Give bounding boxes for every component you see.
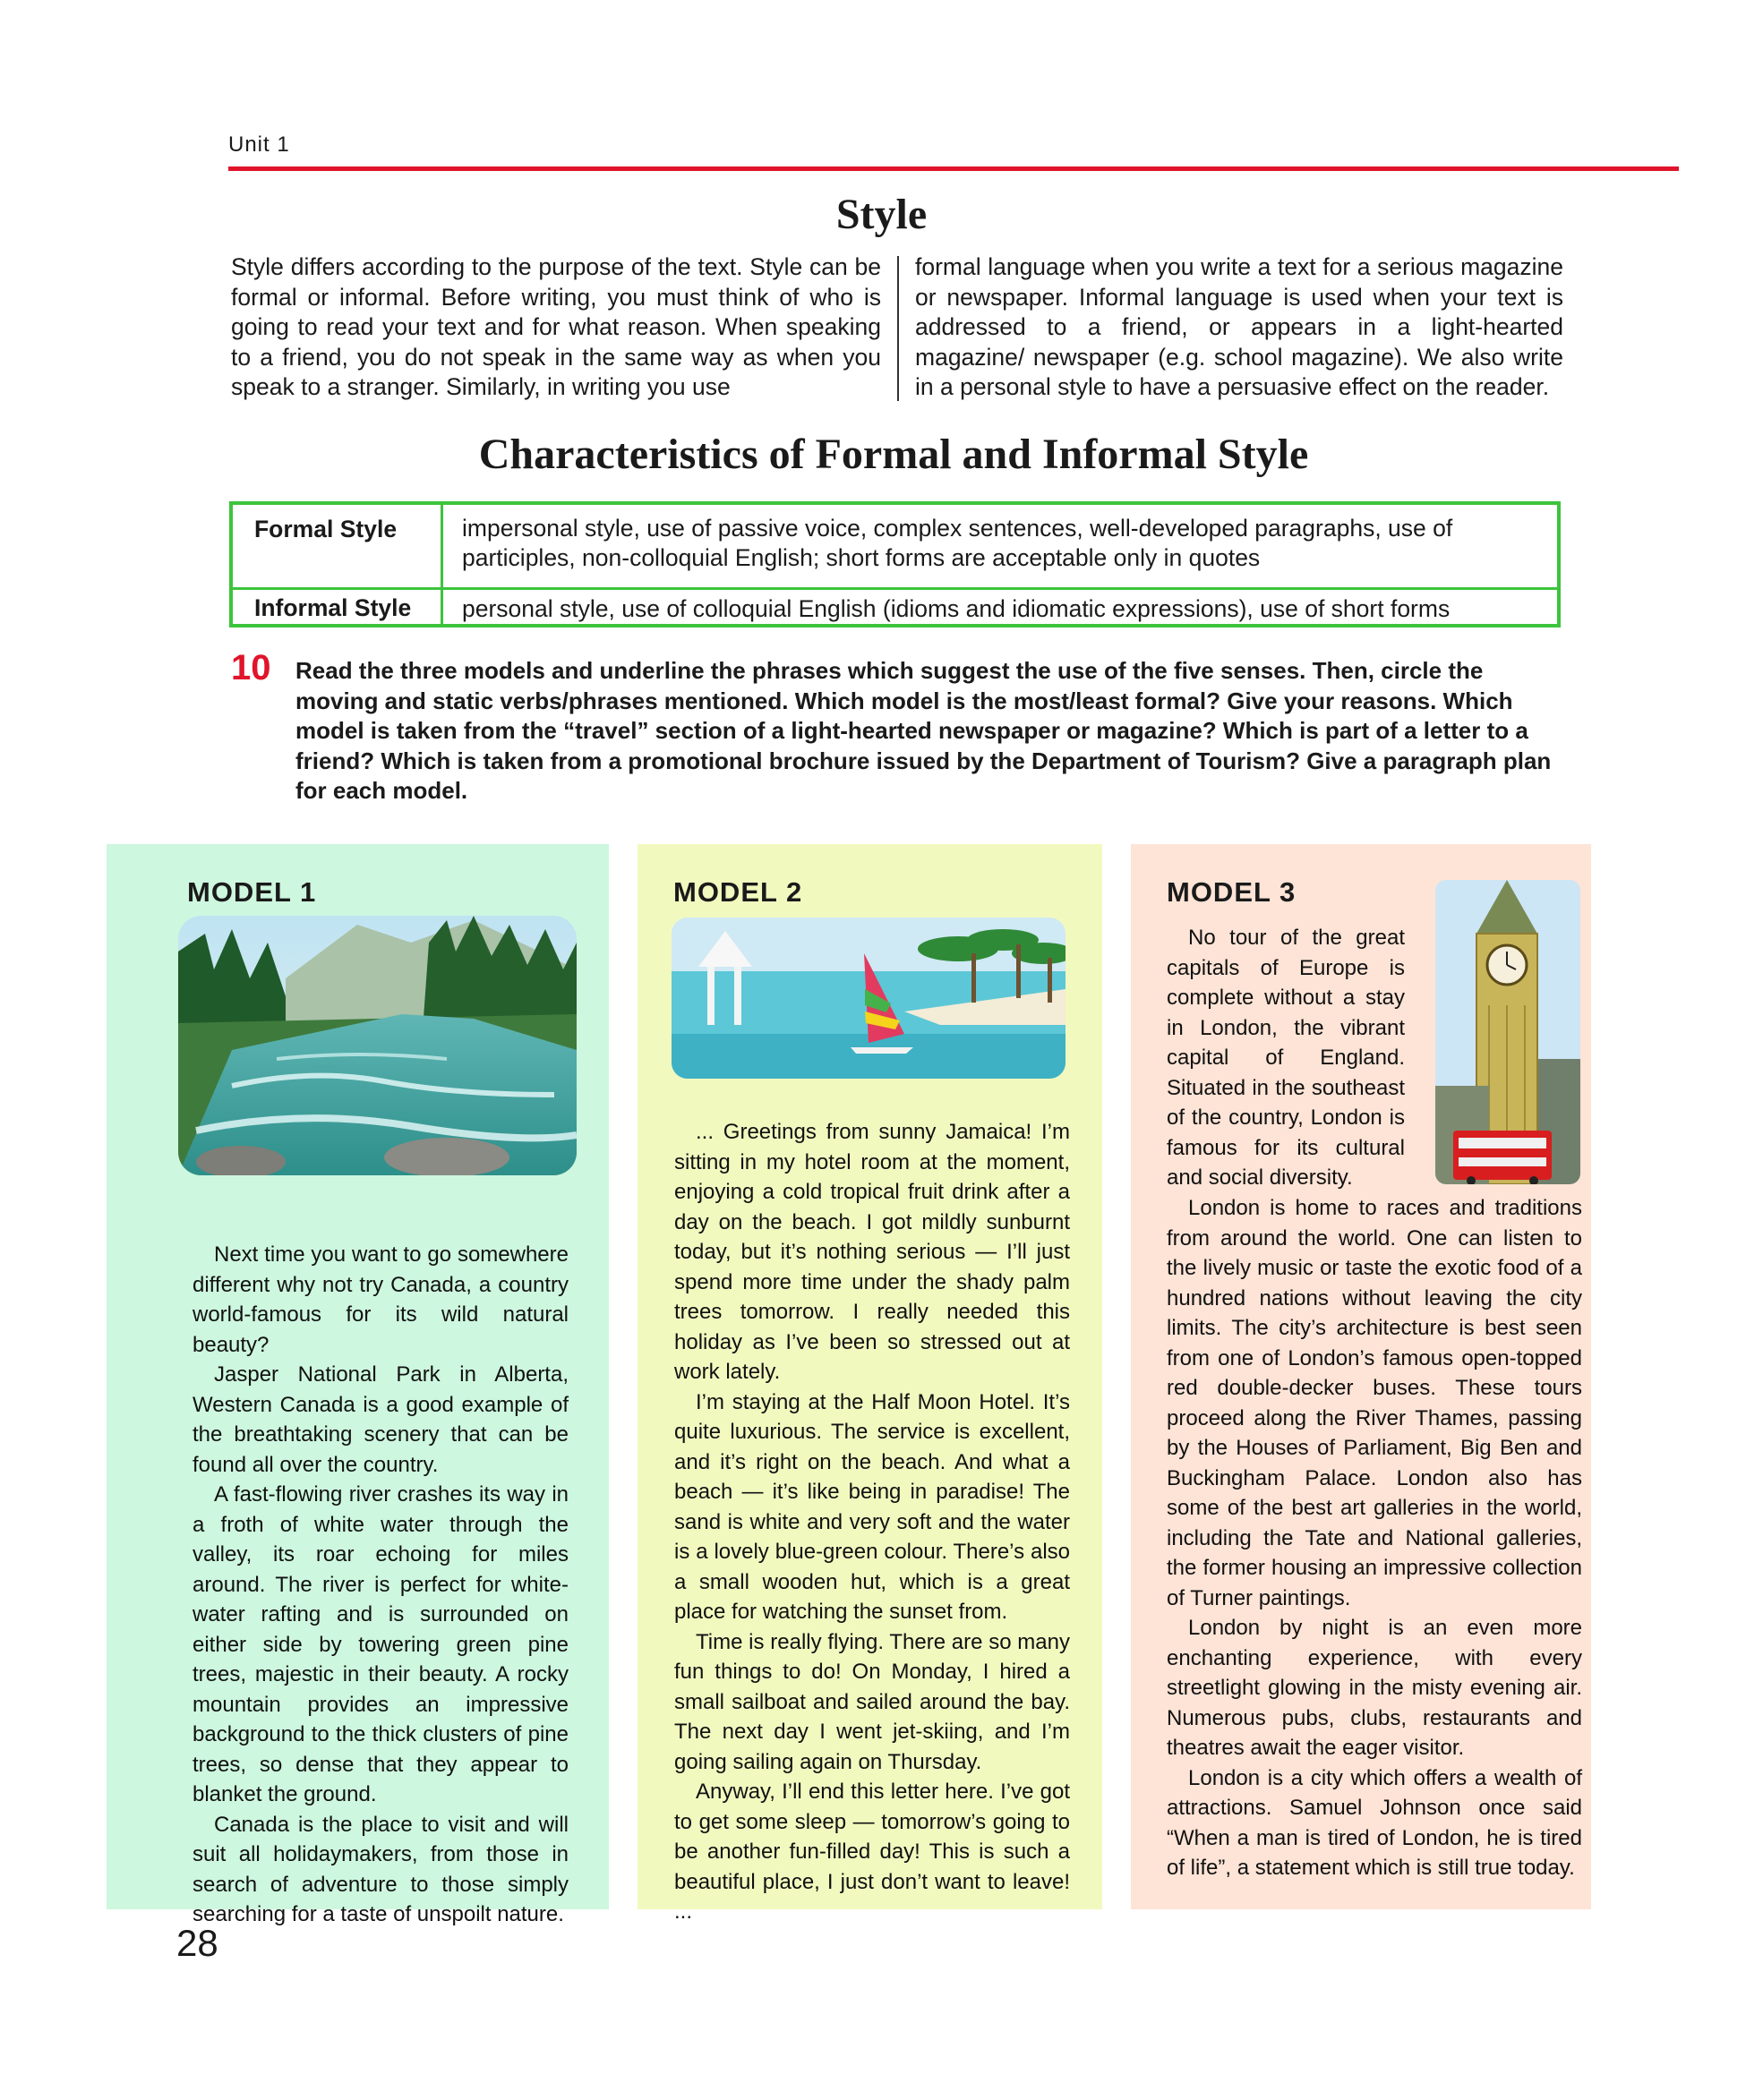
table-desc-formal: impersonal style, use of passive voice, complex sentences, well-developed paragraphs, use of participles, non-colloquial English; short forms are acceptable only in quotes: [462, 515, 1453, 571]
intro-left: Style differs according to the purpose of the text. Style can be formal or informal. Before writing, you must think of who is going to read your text and for what reason. When speaking to a friend, you do not speak in the same way as when you speak to a stranger. Similarly, in writing you use: [231, 253, 881, 400]
model-2-title: MODEL 2: [673, 876, 803, 908]
model-2-paragraph: Anyway, I’ll end this letter here. I’ve got to get some sleep — tomorrow’s going to be another fun-filled day! This is such a beautiful place, I just don’t want to leave! ...: [674, 1780, 1070, 1924]
model-1-paragraph: Canada is the place to visit and will suit all holidaymakers, from those in search of adventure to those simply searching for a taste of unspoilt nature.: [193, 1812, 569, 1926]
model-3-title: MODEL 3: [1167, 876, 1297, 908]
style-table: [229, 501, 1561, 627]
column-divider: [897, 256, 899, 401]
model-3-text: [1167, 1193, 1582, 1883]
big-ben-image: [1435, 880, 1580, 1184]
table-label-informal: Informal Style: [254, 594, 412, 621]
model-2-panel: [638, 844, 1102, 1924]
task-number: 10: [231, 648, 271, 687]
model-1-paragraph: Next time you want to go somewhere different why not try Canada, a country world-famous for its wild natural beauty?: [193, 1242, 569, 1357]
header-rule: [228, 166, 1679, 171]
table-label-formal: Formal Style: [254, 516, 398, 542]
model-1-paragraph: A fast-flowing river crashes its way in a froth of white water through the valley, its roar echoing for miles around. The river is perfect for white-water rafting and is surrounded on either side by towering green pine trees, majestic in their beauty. A rocky mountain provides an impressive background to the thick clusters of pine trees, so dense that they appear to blanket the ground.: [193, 1482, 569, 1806]
unit-label: Unit 1: [228, 132, 290, 157]
model-3-intro-text: [1167, 923, 1405, 1193]
model-2-paragraph: ... Greetings from sunny Jamaica! I’m sitting in my hotel room at the moment, enjoying a cold tropical fruit drink after a day on the beach. I got mildly sunburnt today, but it’s nothing serious — I’ll just spend more time under the shady palm trees tomorrow. I really needed this holiday as I’ve been so stressed out at work lately.: [674, 1120, 1070, 1384]
model-2-paragraph: Time is really flying. There are so many fun things to do! On Monday, I hired a small sailboat and sailed around the bay. The next day I went jet-skiing, and I’m going sailing again on Thursday.: [674, 1629, 1070, 1774]
page-number: 28: [176, 1922, 218, 1964]
intro-right: formal language when you write a text for a serious magazine or newspaper. Informal language is used when your text is addressed to a friend, or appears in a light-hearted magazine/ newspaper (e.g. school magazine). We also write in a personal style to have a persuasive effect on the reader.: [915, 253, 1563, 400]
table-divider-vertical: [441, 505, 443, 624]
task-instructions: Read the three models and underline the phrases which suggest the use of the five senses. Then, circle the moving and static verbs/phrases mentioned. Which model is the most/least formal? Give your reasons. Which model is taken from the “travel” section of a light-hearted newspaper or magazine? Which is part of a letter to a friend? Which is taken from a promotional brochure issued by the Department of Tourism? Give a paragraph plan for each model.: [295, 657, 1552, 804]
jamaica-beach-image: [672, 918, 1066, 1079]
model-3-paragraph: London is home to races and traditions from around the world. One can listen to the lively music or taste the exotic food of a hundred nations without leaving the city limits. The city’s architecture is best seen from one of London’s famous open-topped red double-decker buses. These tours proceed along the River Thames, passing by the Houses of Parliament, Big Ben and Buckingham Palace. London also has some of the best art galleries in the world, including the Tate and National galleries, the former housing an impressive collection of Turner paintings.: [1167, 1196, 1582, 1610]
table-divider-horizontal: [233, 587, 1557, 590]
model-1-panel: [107, 844, 609, 1926]
model-3-paragraph: No tour of the great capitals of Europe is complete without a stay in London, the vibrant capital of England. Situated in the southeast of the country, London is famous for its cultural and social diversity.: [1167, 926, 1405, 1190]
page-title: Style: [835, 191, 928, 238]
model-2-text: [674, 1117, 1070, 1927]
section-subtitle: Characteristics of Formal and Informal Style: [478, 431, 1309, 478]
model-1-paragraph: Jasper National Park in Alberta, Western Canada is a good example of the breathtaking scenery that can be found all over the country.: [193, 1362, 569, 1477]
model-1-text: [193, 1240, 569, 1930]
model-3-paragraph: London by night is an even more enchanting experience, with every streetlight glowing in the misty evening air. Numerous pubs, clubs, restaurants and theatres await the eager visitor.: [1167, 1616, 1582, 1760]
model-2-paragraph: I’m staying at the Half Moon Hotel. It’s quite luxurious. The service is excellent, and it’s right on the beach. And what a beach — it’s like being in paradise! The sand is white and very soft and the water is a lovely blue-green colour. There’s also a small wooden hut, which is a great place for watching the sunset from.: [674, 1389, 1070, 1624]
model-1-title: MODEL 1: [187, 876, 317, 908]
model-3-panel: [1131, 844, 1591, 1909]
canada-river-image: [178, 916, 577, 1175]
table-desc-informal: personal style, use of colloquial English (idioms and idiomatic expressions), use of short forms: [462, 595, 1451, 622]
model-3-paragraph: London is a city which offers a wealth of attractions. Samuel Johnson once said “When a man is tired of London, he is tired of life”, a statement which is still true today.: [1167, 1765, 1582, 1880]
